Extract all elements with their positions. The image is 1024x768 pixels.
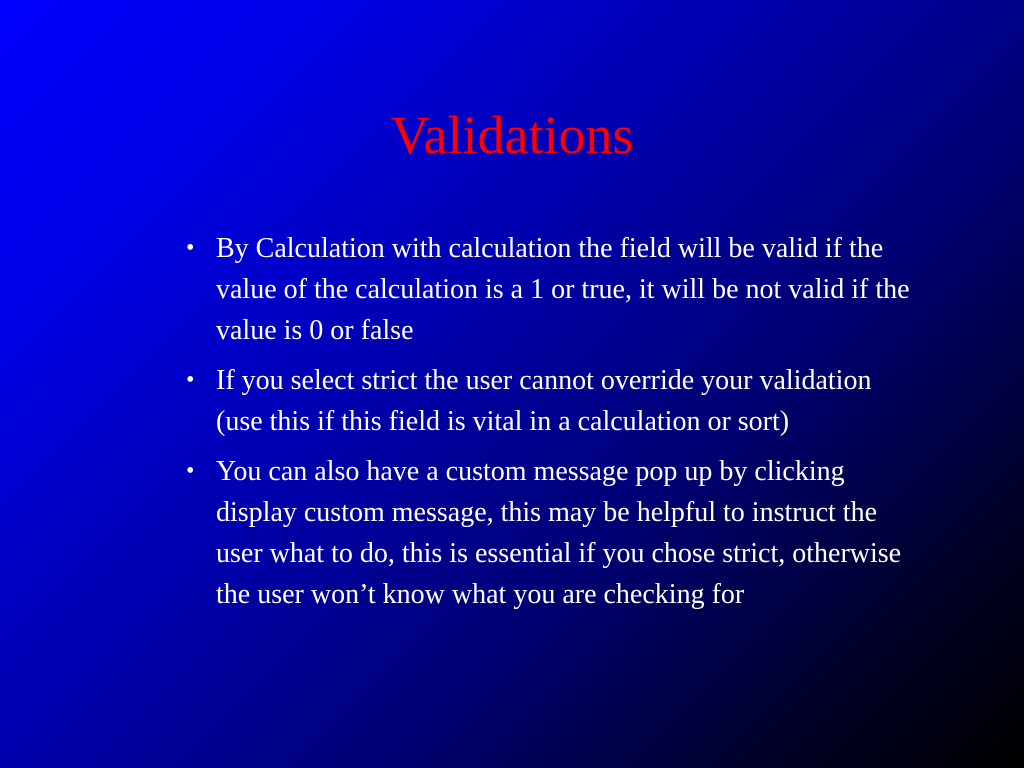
bullet-item: [186, 360, 916, 442]
slide-title: Validations: [390, 105, 634, 165]
bullet-list: [186, 228, 916, 624]
bullet-text: By Calculation with calculation the field will be valid if the value of the calculation is a 1 or true, it will be not valid if the value is 0 or false: [216, 233, 910, 346]
bullet-icon: •: [186, 458, 195, 484]
bullet-item: [186, 451, 916, 615]
bullet-icon: •: [186, 235, 195, 261]
bullet-text: You can also have a custom message pop up by clicking display custom message, this may be helpful to instruct the user what to do, this is essential if you chose strict, otherwise the user won’t know what you are checking for: [216, 456, 902, 610]
bullet-icon: •: [186, 367, 195, 393]
bullet-item: [186, 228, 916, 351]
bullet-text: If you select strict the user cannot override your validation (use this if this field is vital in a calculation or sort): [216, 365, 872, 437]
